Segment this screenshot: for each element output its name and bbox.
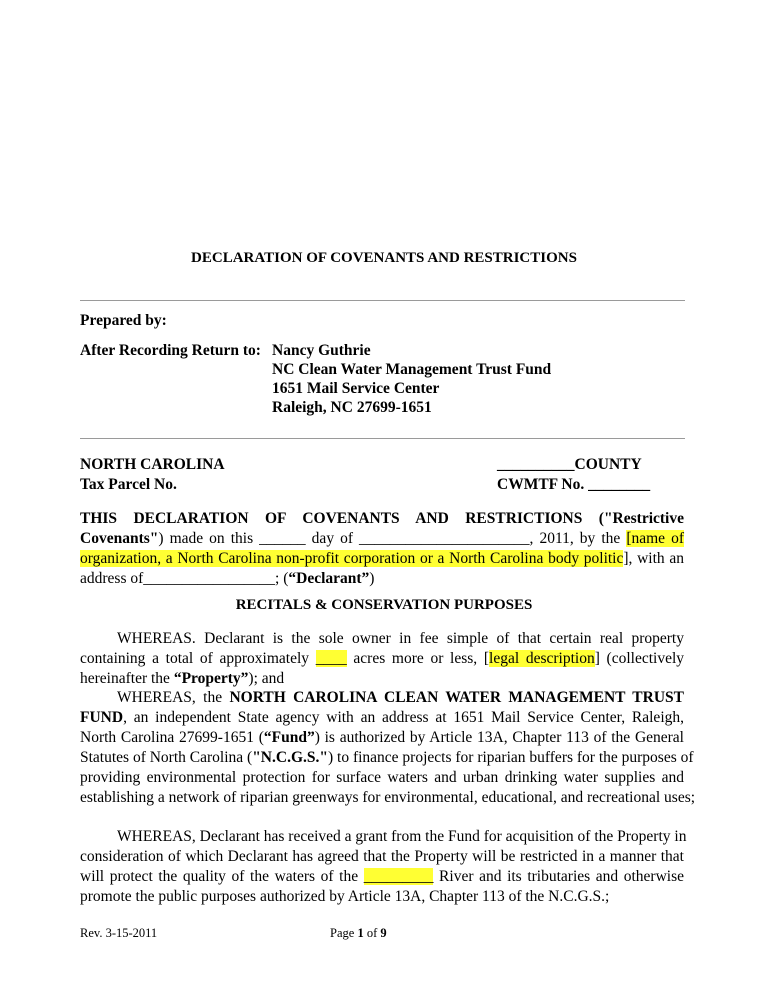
section-heading-recitals: RECITALS & CONSERVATION PURPOSES: [235, 597, 533, 613]
highlight-acres-blank: ____: [315, 650, 347, 667]
intro-line-2: Covenants") made on this ______ day of ______________________, 2011, by the [name of: [80, 530, 685, 547]
cwmtf-number-label: CWMTF No. ________: [497, 476, 651, 493]
recital2-line-5: providing environmental protection for surface waters and urban drinking water supplies and: [80, 769, 684, 786]
intro-line-3: organization, a North Carolina non-profit corporation or a North Carolina body politic], with an: [80, 550, 684, 567]
document-title: DECLARATION OF COVENANTS AND RESTRICTIONS: [191, 250, 577, 266]
recital1-line-3: hereinafter the “Property”); and: [80, 670, 285, 687]
recital2-line-6: establishing a network of riparian greenways for environmental, educational, and recreational uses;: [80, 789, 696, 806]
highlight-name-of: [name of: [626, 530, 685, 547]
county-label: [497, 456, 642, 474]
intro-line-1: THIS DECLARATION OF COVENANTS AND RESTRICTIONS ("Restrictive: [80, 510, 684, 527]
county-text: COUNTY: [574, 456, 642, 473]
footer-revision: Rev. 3-15-2011: [80, 926, 158, 940]
divider-bottom: [80, 438, 685, 439]
tax-parcel-label: Tax Parcel No.: [80, 476, 177, 493]
recital2-line-2: FUND, an independent State agency with an address at 1651 Mail Service Center, Raleigh,: [80, 709, 684, 726]
state-label: NORTH CAROLINA: [80, 456, 225, 473]
county-blank: __________: [497, 456, 575, 473]
return-address-line-3: 1651 Mail Service Center: [272, 380, 440, 397]
divider-top: [80, 300, 685, 301]
recital2-line-4: Statutes of North Carolina ("N.C.G.S.") to finance projects for riparian buffers for the purposes of: [80, 749, 694, 766]
return-address-line-4: Raleigh, NC 27699-1651: [272, 399, 432, 416]
recital3-line-4: promote the public purposes authorized by Article 13A, Chapter 113 of the N.C.G.S.;: [80, 888, 610, 905]
highlight-legal-description: legal description: [489, 650, 595, 667]
intro-line-4: address of_________________; (“Declarant”): [80, 570, 375, 587]
return-address-line-1: Nancy Guthrie: [272, 342, 371, 359]
highlight-river-blank: _________: [363, 868, 434, 885]
recital1-line-1: WHEREAS. Declarant is the sole owner in fee simple of that certain real property: [117, 630, 684, 647]
highlight-organization: organization, a North Carolina non-profit corporation or a North Carolina body politic: [80, 550, 624, 567]
recital3-line-3: will protect the quality of the waters of the _________ River and its tributaries and otherwise: [80, 868, 684, 885]
prepared-by-label: Prepared by:: [80, 312, 167, 329]
return-address-line-2: NC Clean Water Management Trust Fund: [272, 361, 552, 378]
recital2-line-3: North Carolina 27699-1651 (“Fund”) is authorized by Article 13A, Chapter 113 of the General: [80, 729, 684, 746]
recital3-line-2: consideration of which Declarant has agreed that the Property will be restricted in a manner that: [80, 848, 684, 865]
recital3-line-1: WHEREAS, Declarant has received a grant from the Fund for acquisition of the Property in: [117, 828, 687, 845]
return-label: After Recording Return to:: [80, 342, 261, 359]
recital2-line-1: WHEREAS, the NORTH CAROLINA CLEAN WATER MANAGEMENT TRUST: [117, 689, 684, 706]
recital1-line-2: containing a total of approximately ____ acres more or less, [legal description] (collectively: [80, 650, 685, 667]
footer-page-number: Page 1 of 9: [330, 926, 387, 940]
